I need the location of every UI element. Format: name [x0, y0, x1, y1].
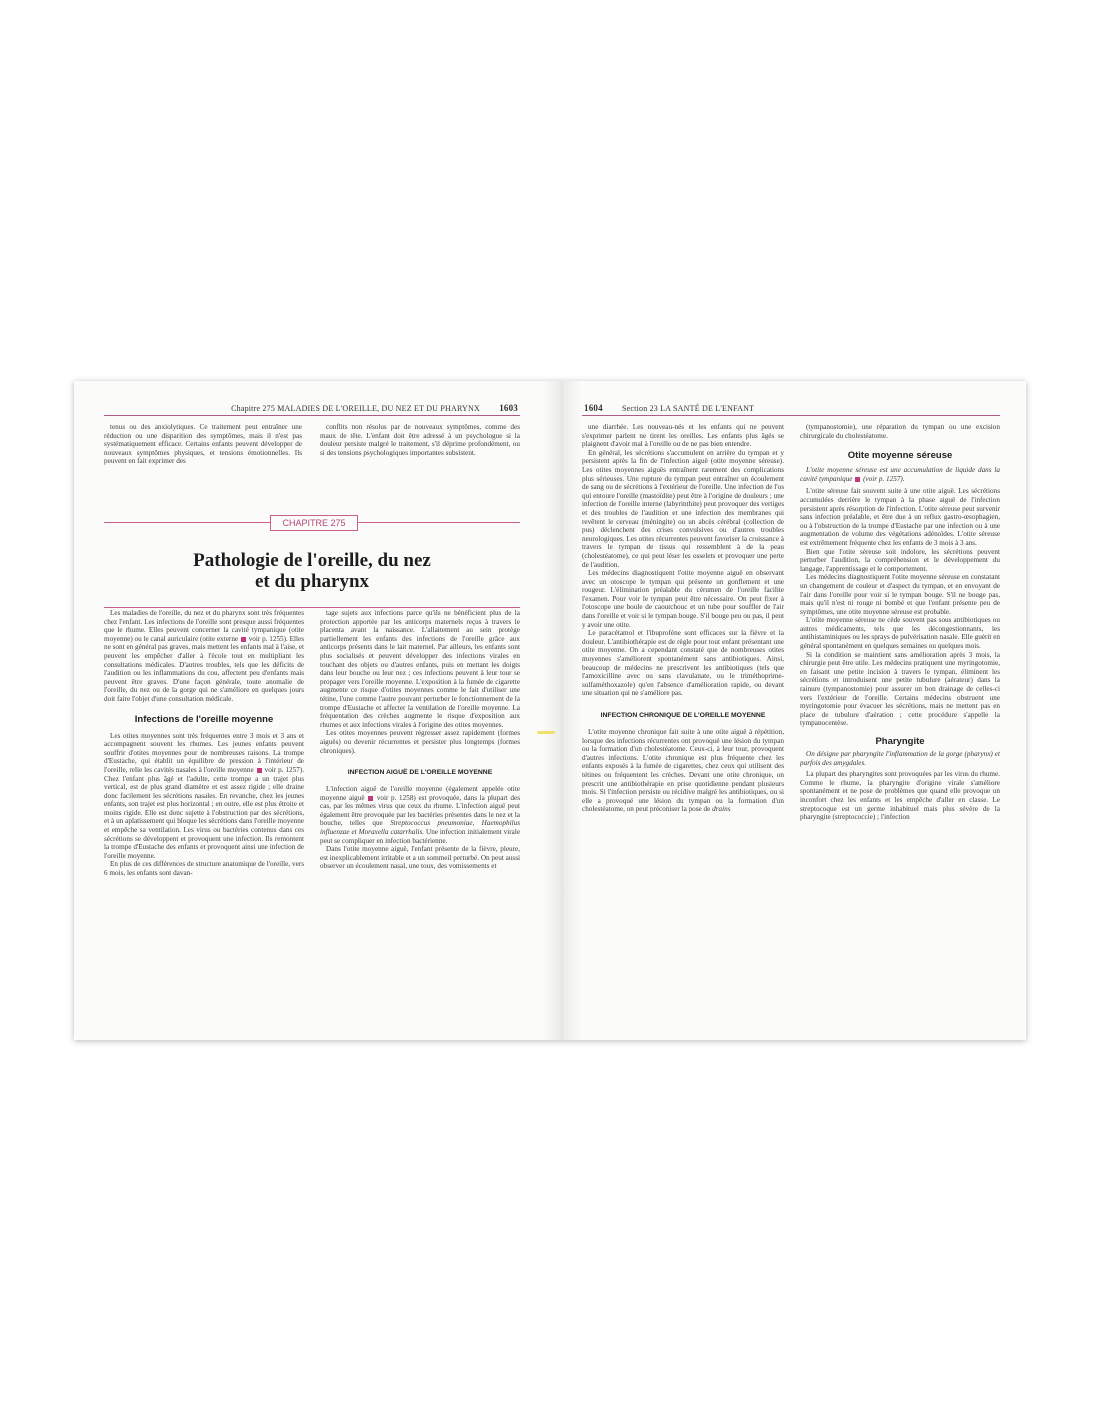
- subsection-heading: INFECTION AIGUË DE L'OREILLE MOYENNE: [347, 769, 493, 777]
- paragraph: tenus ou des anxiolytiques. Ce traitement peut entraîner une réduction ou une disparition des symptômes, mais il n'est pas systématiquement efficace. Certains enfants peuvent développer de nouveaux symptômes physiques, et tensions émotionnelles. Ils peuvent en fait exprimer des: [104, 423, 302, 466]
- book-spread: [74, 381, 1026, 1040]
- paragraph: [582, 728, 784, 814]
- highlighter-mark: [537, 731, 555, 734]
- paragraph: conflits non résolus par de nouveaux symptômes, comme des maux de tête. L'enfant doit être adressé à un psychologue si la douleur persiste malgré le traitement, s'il déprime profondément, ou si des tensions psychologiques importantes subsistent.: [320, 423, 520, 457]
- species-names: Streptococcus pneumoniae, Haemophilus influenzae et Moraxella catarrhalis.: [320, 819, 520, 837]
- paragraph: Si la condition se maintient sans amélioration après 3 mois, la chirurgie peut être utile. Les médecins pratiquent une myringotomie, en faisant une petite incision à travers le tympan, éliminent les sécrétions et introduisent une petite tubulure (aérateur) dans la rainure (tympanostomie) pour assurer un bon drainage de celles-ci vers l'extérieur de l'oreille. Certains médecins obstruent une myringotomie pour évacuer les sécrétions, mais ne mettent pas en place de tubulure d'aération ; cette procédure s'appelle la tympanocentèse.: [800, 650, 1000, 728]
- paragraph: Bien que l'otite séreuse soit indolore, les sécrétions peuvent perturber l'audition, la compréhension et le développement du langage, l'apprentissage et le comportement.: [800, 547, 1000, 573]
- text-run: voir p. 1255). Elles ne sont en général pas graves, mais mettent les enfants mal à l'aise, et peuvent les empêcher d'aller à l'école tout en multipliant les consultations médicales. D'autres troubles, tels que les déficits de l'audition ou les inflammations du cou, affectent peu d'enfants mais peuvent être graves. D'une façon générale, toute anomalie de l'oreille, du nez ou de la gorge qui ne s'améliore en quelques jours doit faire l'objet d'une consultation médicale.: [104, 634, 304, 703]
- paragraph: une diarrhée. Les nouveau-nés et les enfants qui ne peuvent s'exprimer parlent ne tirent les oreilles. Les enfants plus âgés se plaignent d'avoir mal à l'oreille ou de ne pas bien entendre.: [582, 423, 784, 449]
- paragraph: En plus de ces différences de structure anatomique de l'oreille, vers 6 mois, les enfants sont davan-: [104, 860, 304, 878]
- paragraph: L'otite séreuse fait souvent suite à une otite aiguë. Les sécrétions accumulées derrière le tympan à la phase aiguë de l'infection persistent après résorption de l'infection. L'otite séreuse peut survenir sans infection préalable, et être due à un reflux gastro-œsophagien, ou à l'obstruction de la trompe d'Eustache par une infection ou à une augmentation de volume des végétations adénoïdes. L'otite séreuse est extrêmement fréquente chez les enfants de 3 mois à 3 ans.: [800, 487, 1000, 547]
- chapter-rule-bottom: [104, 607, 520, 608]
- right-column-1: [582, 423, 784, 1029]
- left-page: [104, 381, 520, 1040]
- left-body-column-2: [320, 609, 520, 1029]
- text-run: L'infection aiguë de l'oreille moyenne (également appelée otite moyenne aiguë: [320, 785, 520, 802]
- paragraph: Les médecins diagnostiquent l'otite moyenne aiguë en observant avec un otoscope le tympan qui présente un gonflement et une rougeur. L'élimination préalable du cérumen de l'oreille facilite l'examen. Pour voir le tympan peut être nécessaire. On peut fixer à l'otoscope une boule de caoutchouc et un tube pour souffler de l'air dans l'oreille et voir si le tympan bouge. S'il bouge peu ou pas, il peut y avoir une otite.: [582, 569, 784, 629]
- paragraph: Les médecins diagnostiquent l'otite moyenne séreuse en constatant un changement de couleur et d'aspect du tympan, et en envoyant de l'air dans l'oreille pour voir si le tympan bouge. S'il ne bouge pas, mais qu'il n'est ni rouge ni bombé et que l'enfant présente peu de symptômes, une otite moyenne séreuse est probable.: [800, 573, 1000, 616]
- section-heading: Pharyngite: [875, 736, 925, 747]
- right-running-head: [582, 403, 1000, 415]
- reference-marker-icon: [368, 796, 373, 801]
- text-run: L'otite moyenne chronique fait suite à une otite aiguë à répétition, lorsque des infections récurrentes ont provoqué une lésion du tympan ou la formation d'un cholestéatome. Ceux-ci, à leur tour, provoquent d'autres infections. L'otite chronique est plus fréquente chez les enfants exposés à la fumée de cigarettes, chez ceux qui utilisent des tétines ou fréquentent les crèches. Devant une otite chronique, on prescrit une antibiothérapie en prise quotidienne pendant plusieurs mois. Si l'infection persiste ou récidive malgré les antibiotiques, ou si elle a provoqué une lésion du tympan ou la formation d'un cholestéatome, on peut préconiser la pose de: [582, 728, 784, 814]
- text-run: Les otites moyennes sont très fréquentes entre 3 mois et 3 ans et accompagnent souvent les rhumes. Les jeunes enfants peuvent souffrir d'otites moyennes pour de nombreuses raisons. La trompe d'Eustache, qui établit un équilibre de pression à l'intérieur de l'oreille, relie les cavités nasales à l'oreille moyenne: [104, 731, 304, 774]
- text-run: Les maladies de l'oreille, du nez et du pharynx sont très fréquentes chez l'enfant. Les infections de l'oreille sont presque aussi fréquentes que le rhume. Elles peuvent concerner la cavité tympanique (otite moyenne) ou le canal auriculaire (otite externe: [104, 609, 304, 643]
- book-gutter: [542, 381, 582, 1040]
- subsection-heading: INFECTION CHRONIQUE DE L'OREILLE MOYENNE: [600, 712, 766, 719]
- text-run: voir p. 1257). Chez l'enfant plus âgé et l'adulte, cette trompe a un trajet plus vertical, est de plus grand diamètre et est assez rigide ; elle draine donc facilement les sécrétions nasales. En revanche, chez les jeunes enfants, son trajet est plus horizontal ; en outre, elle est plus étroite et moins rigide. Elle est donc sujette à l'obstruction par des sécrétions, et à un aplatissement qui bloque les sécrétions dans l'oreille moyenne et empêche sa ventilation. Les virus ou bactéries contenus dans ces sécrétions se développent et provoquent une infection. Ils remontent la trompe d'Eustache des enfants et provoquent ainsi une infection de l'oreille moyenne.: [104, 765, 304, 860]
- chapter-tag: CHAPITRE 275: [270, 515, 358, 531]
- left-top-column-1: [104, 423, 302, 493]
- right-page: [582, 381, 1000, 1040]
- chapter-title: [104, 550, 520, 592]
- text-run: voir p. 1258) est provoquée, dans la plupart des cas, par les mêmes virus que ceux du rhume. L'infection aiguë peut également être provoquée par les bactéries présentes dans le nez et la bouche, telles que: [320, 793, 520, 828]
- paragraph: L'otite moyenne séreuse ne cède souvent pas sous antibiotiques ou autres médicaments, tels que les décongestionnants, les antihistaminiques ou les sprays de pulvérisation nasale. Elle guérit en général spontanément en quelques semaines ou quelques mois.: [800, 616, 1000, 651]
- right-head-rule: [582, 415, 1000, 416]
- left-body-column-1: [104, 609, 304, 1029]
- paragraph: La plupart des pharyngites sont provoquées par les virus du rhume. Comme le rhume, la pharyngite d'origine virale s'améliore spontanément et ne pose de problèmes que quand elle provoque un inconfort chez les enfants et les empêche d'aller en classe. Le streptocoque est un germe inhabituel mais plus sévère de la pharyngite (streptococcie) ; l'infection: [800, 770, 1000, 822]
- text-run: Une infection initialement virale peut se compliquer en infection bactérienne.: [320, 828, 520, 845]
- left-page-number: 1603: [499, 403, 518, 413]
- left-head-rule: [104, 415, 520, 416]
- paragraph: Les otites moyennes peuvent régresser assez rapidement (formes aiguës) ou devenir récurrentes et persister plus longtemps (formes chroniques).: [320, 729, 520, 755]
- reference-marker-icon: [241, 637, 246, 642]
- chapter-title-line-1: Pathologie de l'oreille, du nez: [193, 550, 431, 571]
- paragraph: Le paracétamol et l'ibuprofène sont efficaces sur la fièvre et la douleur. L'antibiothérapie est de règle pour tout enfant présentant une otite moyenne. On a cependant constaté que de nombreuses otites moyennes s'améliorent spontanément sans antibiotiques. Ainsi, beaucoup de médecins ne prescrivent les antibiotiques (tels que l'amoxicilline avec ou sans clavulanate, ou le triméthoprime-sulfaméthoxazole) qu'en l'absence d'amélioration rapide, ou devant une situation qui ne s'améliore pas.: [582, 629, 784, 698]
- text-run: (voir p. 1257).: [863, 474, 905, 483]
- paragraph: [104, 732, 304, 861]
- section-heading: Otite moyenne séreuse: [847, 450, 953, 462]
- paragraph: [320, 785, 520, 845]
- chapter-header: [104, 514, 520, 612]
- paragraph: [104, 609, 304, 704]
- reference-marker-icon: [855, 477, 860, 482]
- right-column-2: [800, 423, 1000, 1029]
- paragraph: tage sujets aux infections parce qu'ils ne bénéficient plus de la protection apportée par les anticorps maternels reçus à travers le placenta avant la naissance. L'allaitement au sein protège partiellement les enfants des infections de l'oreille grâce aux anticorps présents dans le lait maternel. Par ailleurs, les enfants sont plus socialisés et peuvent développer des infections virales en touchant des objets ou d'autres enfants, puis en mettant les doigts dans leur bouche ou leur nez ; ces infections peuvent à leur tour se propager vers l'oreille moyenne. L'exposition à la fumée de cigarette augmente ce risque d'otites moyennes comme le fait d'utiliser une tétine, l'une comme l'autre pouvant perturber le fonctionnement de la trompe d'Eustache et affecter la ventilation de l'oreille moyenne. La fréquentation des crèches augmente le risque d'exposition aux rhumes et aux infections virales à l'origine des otites moyennes.: [320, 609, 520, 729]
- section-heading: Infections de l'oreille moyenne: [134, 713, 274, 725]
- text-run: L'otite moyenne séreuse est une accumulation de liquide dans la cavité tympanique: [800, 466, 1000, 483]
- italic-term: drains: [712, 805, 731, 814]
- paragraph: Dans l'otite moyenne aiguë, l'enfant présente de la fièvre, pleure, est inexplicablement irritable et a un sommeil perturbé. On peut aussi observer un écoulement nasal, une toux, des vomissements et: [320, 845, 520, 871]
- right-page-number: 1604: [584, 403, 603, 413]
- reference-marker-icon: [257, 768, 262, 773]
- definition: [800, 466, 1000, 483]
- left-running-title: Chapitre 275 MALADIES DE L'OREILLE, DU NEZ ET DU PHARYNX: [231, 404, 480, 413]
- definition: On désigne par pharyngite l'inflammation de la gorge (pharynx) et parfois des amygdales.: [800, 750, 1000, 767]
- paragraph: (tympanostomie), une réparation du tympan ou une excision chirurgicale du cholestéatome.: [800, 423, 1000, 440]
- left-running-head: [104, 403, 520, 415]
- right-running-title: Section 23 LA SANTÉ DE L'ENFANT: [622, 404, 755, 413]
- paragraph: En général, les sécrétions s'accumulent en arrière du tympan et y persistent après la fin de l'infection aiguë (otite moyenne séreuse). Les otites moyennes aiguës entraînent rarement des complications plus sérieuses. Une rupture du tympan peut entraîner un écoulement de sang ou de sécrétions à l'extérieur de l'oreille. Une infection de l'os qui entoure l'oreille (mastoïdite) peut être à l'origine de douleurs ; une infection de l'oreille interne (labyrinthite) peut provoquer des vertiges et des troubles de l'audition et une infection des membranes qui revêtent le cerveau (méningite) ou un abcès cérébral (collection de pus) déclenchent des crises convulsives ou d'autres troubles neurologiques. Les otites récurrentes peuvent favoriser la croissance à travers le tympan de tissus qui ressemblent à de la peau (cholestéatome), ce qui peut léser les osselets et provoquer une perte de l'audition.: [582, 448, 784, 569]
- left-top-column-2: [320, 423, 520, 493]
- chapter-title-line-2: et du pharynx: [254, 571, 370, 592]
